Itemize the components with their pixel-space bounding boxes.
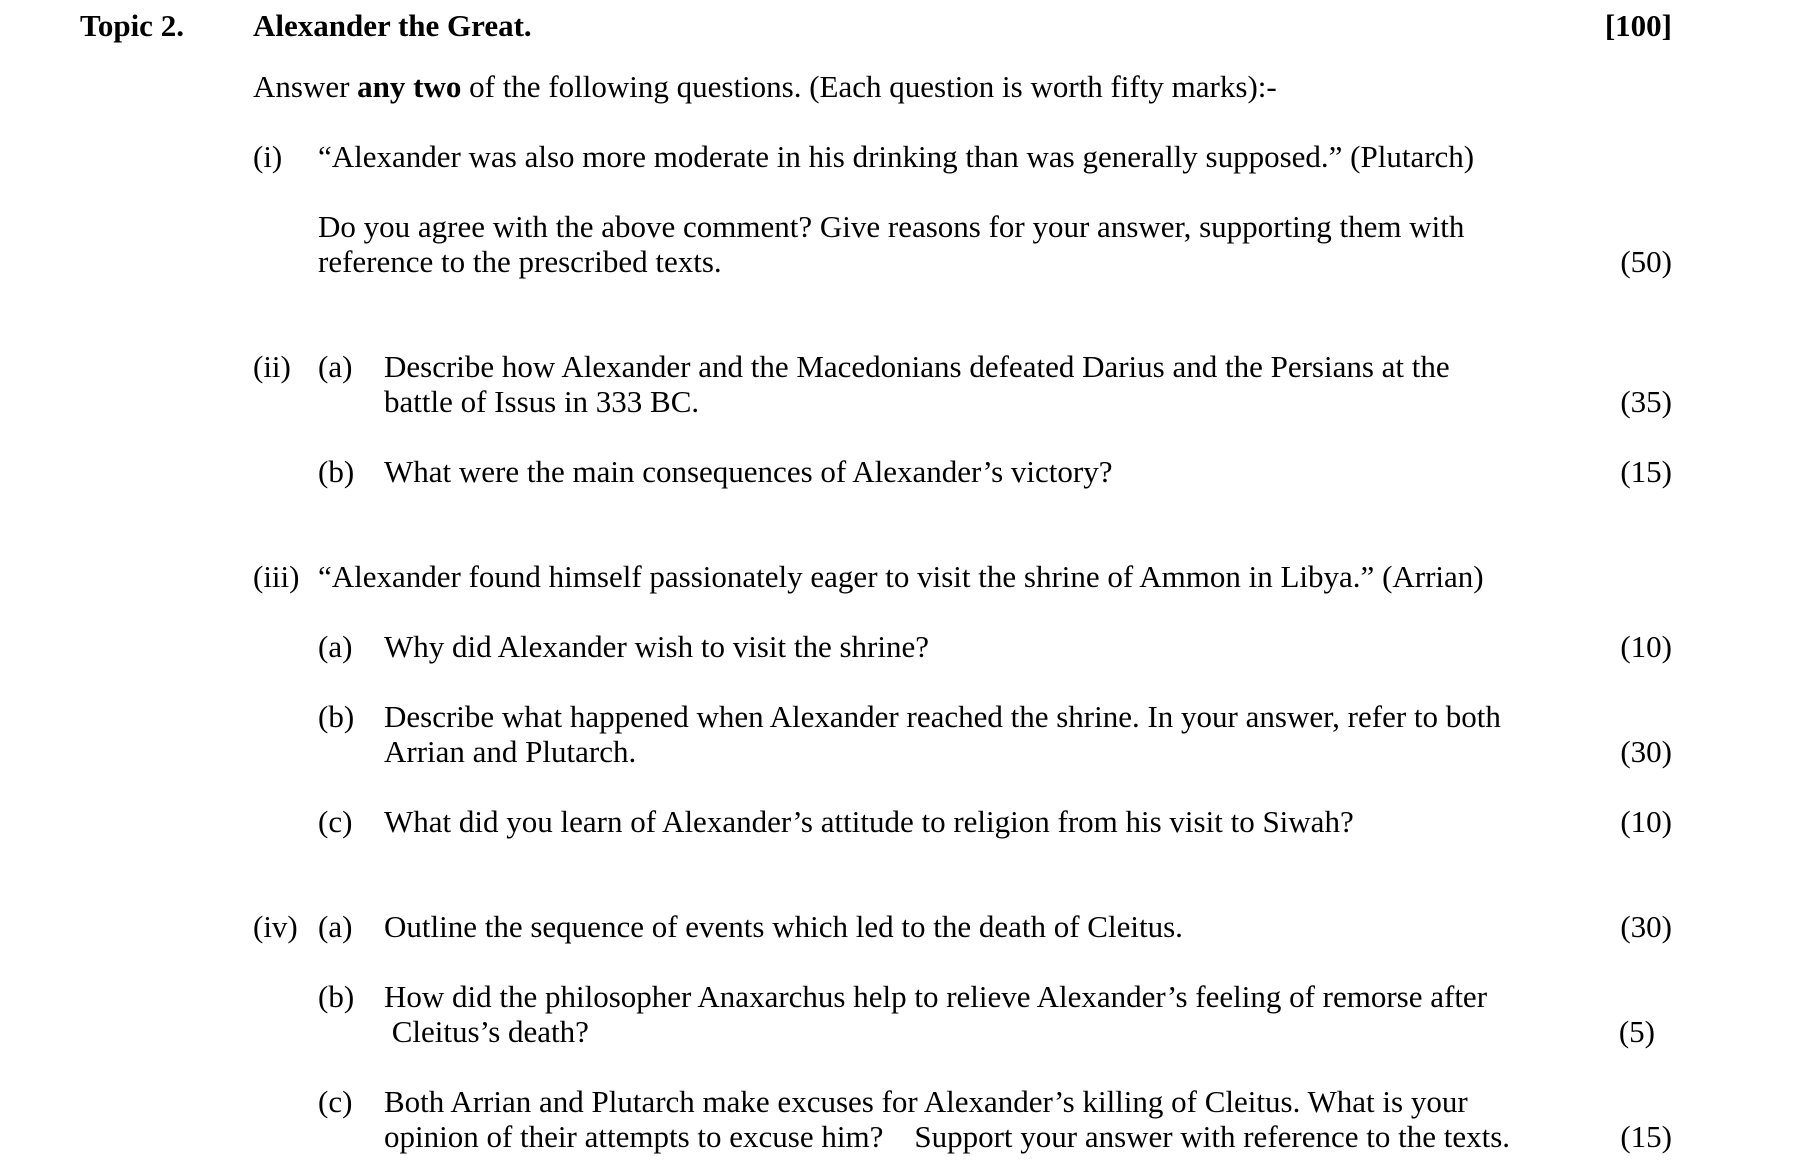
part-text-line: How did the philosopher Anaxarchus help to relieve Alexander’s feeling of remorse after xyxy=(384,979,1488,1014)
question-number: (ii) xyxy=(253,349,291,384)
part-text-line: Describe what happened when Alexander reached the shrine. In your answer, refer to both xyxy=(384,699,1501,734)
part-marks: (30) xyxy=(1620,909,1672,944)
question-quote: “Alexander was also more moderate in his drinking than was generally supposed.” (Plutarch) xyxy=(318,139,1475,174)
topic-label: Topic 2. xyxy=(80,8,184,43)
question-quote: “Alexander found himself passionately eager to visit the shrine of Ammon in Libya.” (Arrian) xyxy=(318,559,1484,594)
part-text-line: battle of Issus in 333 BC. xyxy=(384,384,700,419)
question-text-line: Do you agree with the above comment? Give reasons for your answer, supporting them with xyxy=(318,209,1465,244)
part-text-line: Outline the sequence of events which led to the death of Cleitus. xyxy=(384,909,1183,944)
part-label: (a) xyxy=(318,909,353,944)
part-label: (b) xyxy=(318,699,355,734)
question-number: (i) xyxy=(253,139,283,174)
question-number: (iv) xyxy=(253,909,298,944)
instructions xyxy=(253,69,1277,104)
topic-title: Alexander the Great. xyxy=(253,8,532,43)
question-marks: (50) xyxy=(1620,244,1672,279)
part-marks: (10) xyxy=(1620,804,1672,839)
part-label: (b) xyxy=(318,454,355,489)
question-text-line: reference to the prescribed texts. xyxy=(318,244,722,279)
part-label: (a) xyxy=(318,629,353,664)
total-marks: [100] xyxy=(1604,8,1672,43)
part-text-line: Why did Alexander wish to visit the shrine? xyxy=(384,629,929,664)
part-text-line: What were the main consequences of Alexander’s victory? xyxy=(384,454,1113,489)
part-label: (c) xyxy=(318,1084,353,1119)
part-text-line: What did you learn of Alexander’s attitude to religion from his visit to Siwah? xyxy=(384,804,1354,839)
part-marks: (15) xyxy=(1620,1119,1672,1154)
part-text-line: Cleitus’s death? xyxy=(384,1014,589,1049)
part-marks: (5) xyxy=(1618,1014,1655,1049)
instructions-emphasis: any two xyxy=(357,69,462,104)
part-text-line: opinion of their attempts to excuse him? Support your answer with reference to the texts. xyxy=(384,1119,1511,1154)
part-marks: (35) xyxy=(1620,384,1672,419)
question-number: (iii) xyxy=(253,559,300,594)
instructions-prefix: Answer xyxy=(253,69,358,104)
part-marks: (15) xyxy=(1620,454,1672,489)
part-label: (c) xyxy=(318,804,353,839)
part-text-line: Both Arrian and Plutarch make excuses for Alexander’s killing of Cleitus. What is your xyxy=(384,1084,1468,1119)
part-label: (a) xyxy=(318,349,353,384)
part-marks: (30) xyxy=(1620,734,1672,769)
part-label: (b) xyxy=(318,979,355,1014)
instructions-suffix: of the following questions. (Each question is worth fifty marks):- xyxy=(461,69,1277,104)
part-text-line: Describe how Alexander and the Macedonians defeated Darius and the Persians at the xyxy=(384,349,1450,384)
part-text-line: Arrian and Plutarch. xyxy=(384,734,637,769)
part-marks: (10) xyxy=(1620,629,1672,664)
